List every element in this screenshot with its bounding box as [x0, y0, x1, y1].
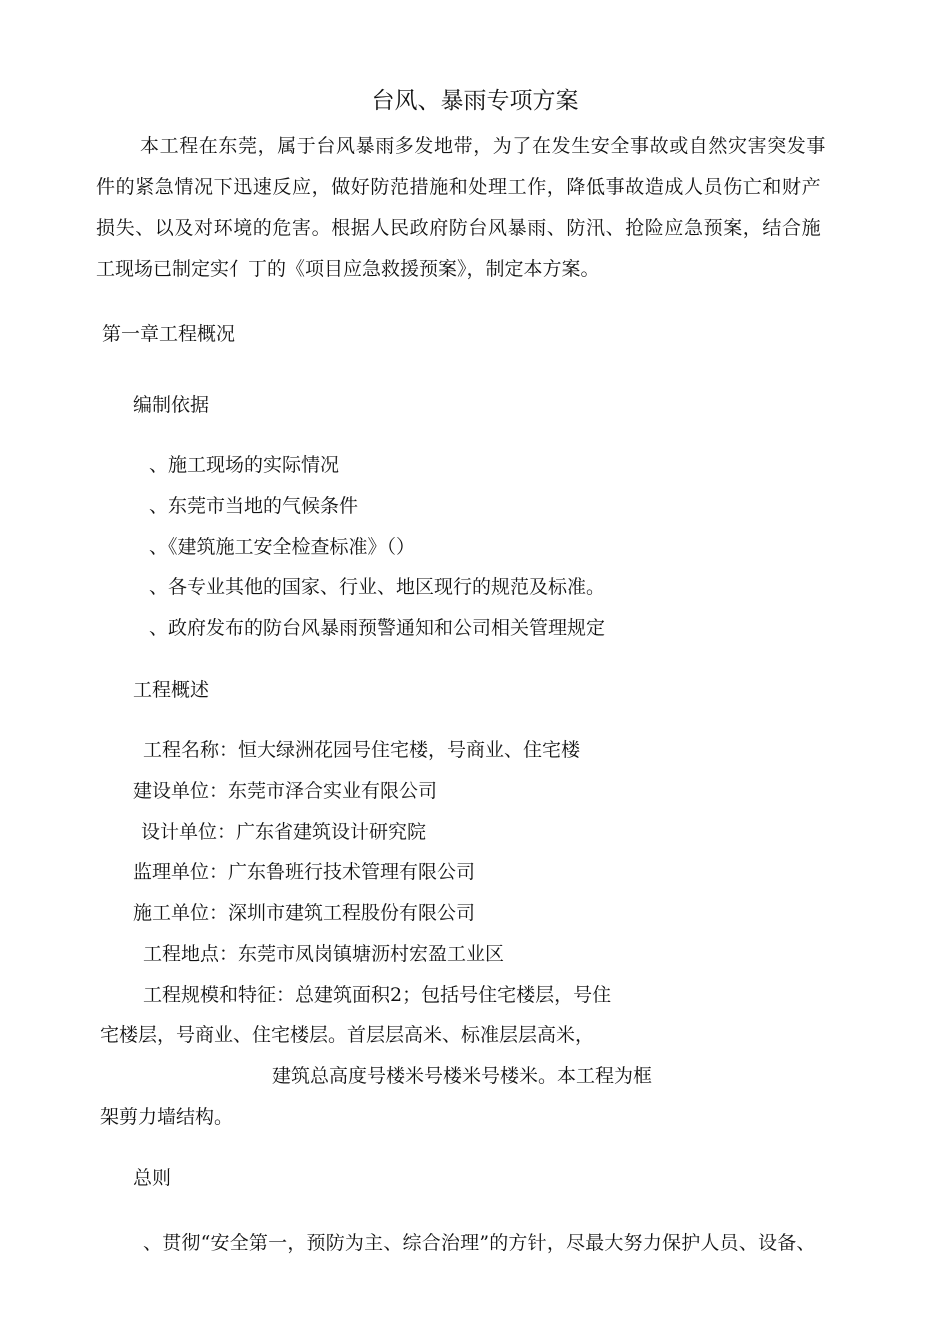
project-scale-line-1: 工程规模和特征：总建筑面积2；包括号住宅楼层，号住 [143, 984, 612, 1006]
intro-line-1: 本工程在东莞，属于台风暴雨多发地带，为了在发生安全事故或自然灾害突发事 [140, 135, 827, 157]
basis-item: 、东莞市当地的气候条件 [149, 495, 359, 517]
basis-item: 、政府发布的防台风暴雨预警通知和公司相关管理规定 [149, 617, 606, 639]
basis-item: 、各专业其他的国家、行业、地区现行的规范及标准。 [149, 576, 606, 598]
project-scale-line-3: 建筑总高度号楼米号楼米号楼米。本工程为框 [272, 1065, 653, 1087]
project-location: 工程地点：东莞市凤岗镇塘沥村宏盈工业区 [143, 943, 505, 965]
basis-item: 、施工现场的实际情况 [149, 454, 340, 476]
general-item-1: 、贯彻“安全第一，预防为主、综合治理”的方针，尽最大努力保护人员、设备、 [143, 1232, 816, 1254]
project-scale-line-2: 宅楼层，号商业、住宅楼层。首层层高米、标准层层高米， [100, 1024, 595, 1046]
general-heading: 总则 [133, 1167, 172, 1189]
basis-item: 、《建筑施工安全检查标准》（） [149, 536, 416, 558]
builder-unit: 建设单位：东莞市泽合实业有限公司 [133, 780, 438, 802]
intro-line-4: 工现场已制定实亻丁的《项目应急救援预案》，制定本方案。 [96, 258, 600, 280]
overview-heading: 工程概述 [133, 679, 210, 701]
page-title: 台风、暴雨专项方案 [371, 88, 579, 114]
basis-heading: 编制依据 [133, 394, 210, 416]
construction-unit: 施工单位：深圳市建筑工程股份有限公司 [133, 902, 476, 924]
project-name: 工程名称：恒大绿洲花园号住宅楼，号商业、住宅楼 [143, 739, 581, 761]
design-unit: 设计单位：广东省建筑设计研究院 [141, 821, 427, 843]
project-scale-line-4: 架剪力墙结构。 [100, 1106, 234, 1128]
chapter-heading: 第一章工程概况 [102, 323, 236, 345]
intro-line-2: 件的紧急情况下迅速反应，做好防范措施和处理工作，降低事故造成人员伤亡和财产 [96, 176, 822, 198]
supervision-unit: 监理单位：广东鲁班行技术管理有限公司 [133, 861, 476, 883]
intro-line-3: 损失、以及对环境的危害。根据人民政府防台风暴雨、防汛、抢险应急预案，结合施 [96, 217, 822, 239]
